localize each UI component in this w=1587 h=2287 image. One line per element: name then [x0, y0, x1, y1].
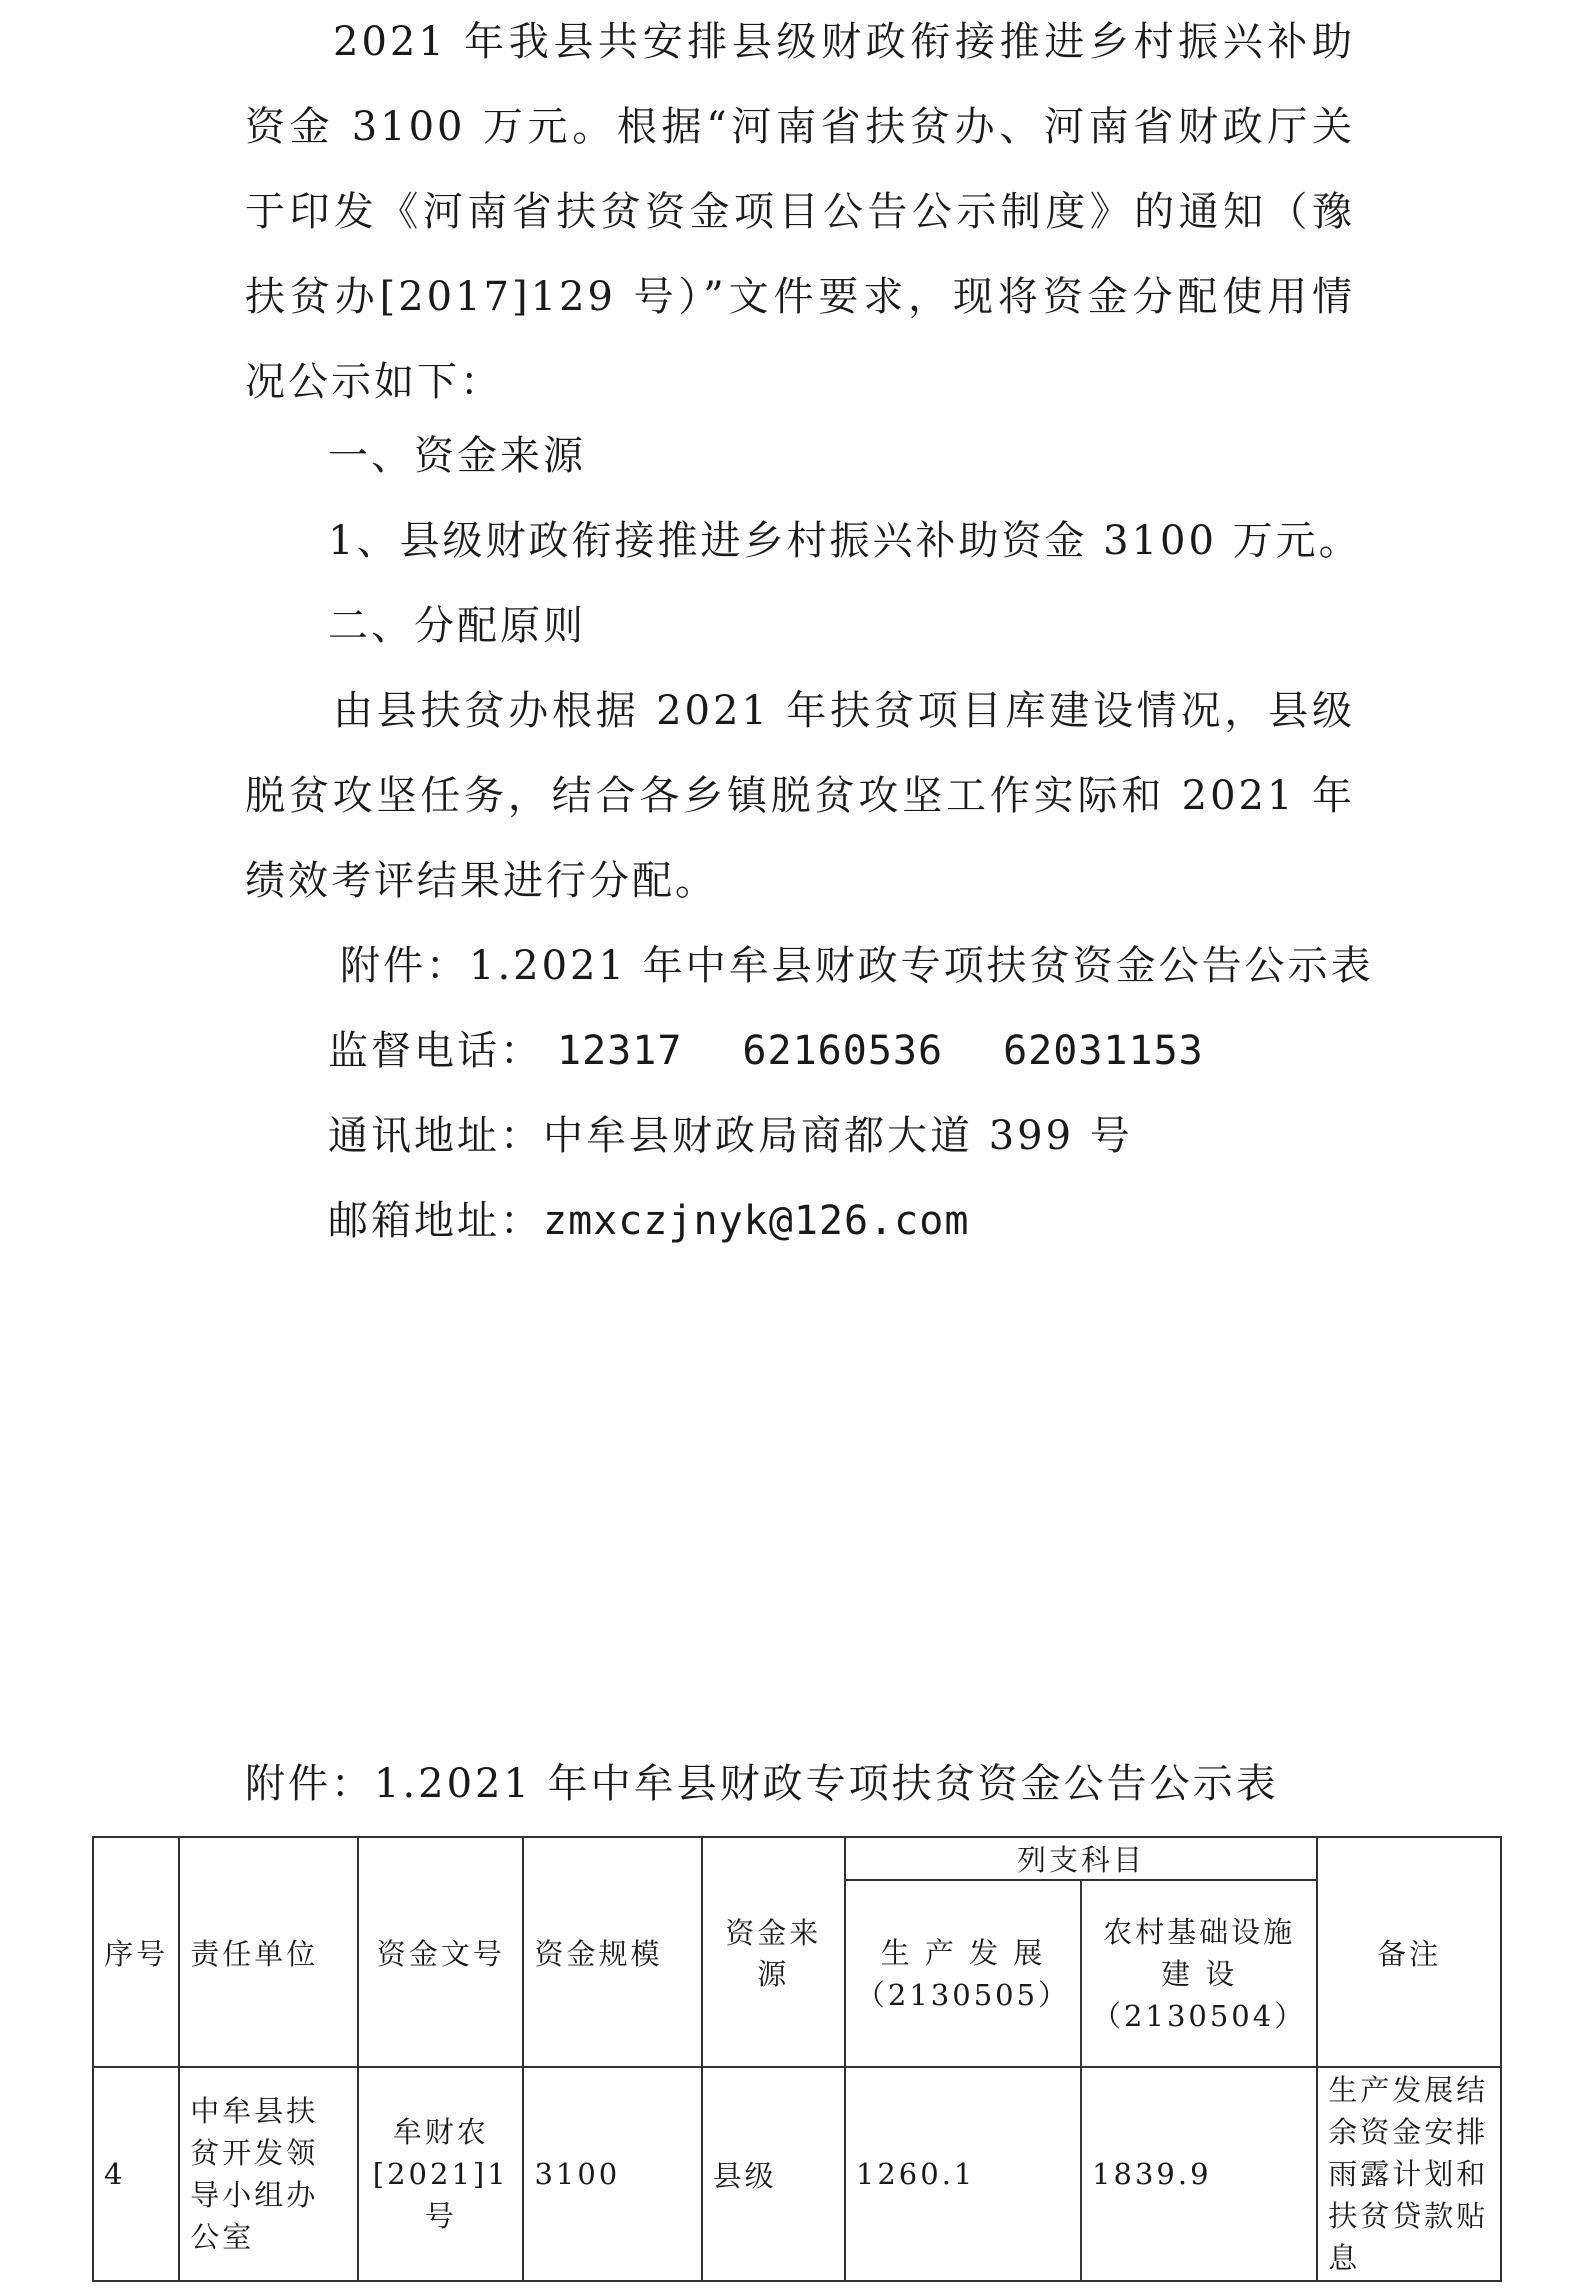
supervision-phone-line — [328, 1009, 1264, 1094]
allocation-principle-paragraph: 由县扶贫办根据 2021 年扶贫项目库建设情况，县级脱贫攻坚任务，结合各乡镇脱贫攻坚工作实际和 2021 年绩效考评结果进行分配。 — [245, 688, 1355, 904]
attachment-line: 附件：1.2021 年中牟县财政专项扶贫资金公告公示表 — [340, 943, 1374, 989]
phone-label: 监督电话： — [328, 1028, 543, 1074]
cell-seq: 4 — [93, 2067, 179, 2281]
header-fund-source: 资金来源 — [702, 1837, 845, 2067]
header-remark: 备注 — [1317, 1837, 1501, 2067]
header-rural-infrastructure: 农村基础设施 建 设（2130504） — [1081, 1880, 1317, 2067]
table-row — [93, 2067, 1501, 2281]
funding-publication-table — [92, 1836, 1502, 2282]
intro-paragraph: 2021 年我县共安排县级财政衔接推进乡村振兴补助资金 3100 万元。根据“河南省扶贫办、河南省财政厅关于印发《河南省扶贫资金项目公告公示制度》的通知（豫扶贫办[2017]129 号）”文件要求，现将资金分配使用情况公示如下： — [245, 19, 1355, 405]
funding-source-item-1: 1、县级财政衔接推进乡村振兴补助资金 3100 万元。 — [328, 518, 1362, 564]
cell-rural-infrastructure: 1839.9 — [1081, 2067, 1317, 2281]
header-doc-number: 资金文号 — [358, 1837, 523, 2067]
email-line — [328, 1179, 969, 1264]
address-value: 中牟县财政局商都大道 399 号 — [543, 1113, 1133, 1159]
header-category-group: 列支科目 — [845, 1837, 1317, 1880]
email-value: zmxczjnyk@126.com — [543, 1198, 970, 1244]
header-seq: 序号 — [93, 1837, 179, 2067]
cell-production-development: 1260.1 — [845, 2067, 1081, 2281]
header-responsible-unit: 责任单位 — [179, 1837, 358, 2067]
phone-numbers — [557, 1028, 1264, 1074]
table-title: 附件：1.2021 年中牟县财政专项扶贫资金公告公示表 — [245, 1761, 1279, 1807]
section-heading-funding-source: 一、资金来源 — [328, 433, 586, 479]
phone-number-2: 62160536 — [742, 1028, 944, 1074]
mailing-address-line — [328, 1094, 1133, 1179]
cell-doc-number: 牟财农[2021]1号 — [358, 2067, 523, 2281]
phone-number-3: 62031153 — [1003, 1028, 1204, 1074]
header-production-development: 生 产 发 展（2130505） — [845, 1880, 1081, 2067]
table-header-row-1 — [93, 1837, 1501, 1880]
address-label: 通讯地址： — [328, 1113, 543, 1159]
cell-fund-source: 县级 — [702, 2067, 845, 2281]
cell-remark: 生产发展结余资金安排雨露计划和扶贫贷款贴息 — [1317, 2067, 1501, 2281]
header-fund-scale: 资金规模 — [523, 1837, 701, 2067]
cell-responsible-unit: 中牟县扶贫开发领导小组办公室 — [179, 2067, 358, 2281]
cell-fund-scale: 3100 — [523, 2067, 701, 2281]
email-label: 邮箱地址： — [328, 1198, 543, 1244]
phone-number-1: 12317 — [557, 1028, 683, 1074]
section-heading-allocation-principle: 二、分配原则 — [328, 603, 586, 649]
